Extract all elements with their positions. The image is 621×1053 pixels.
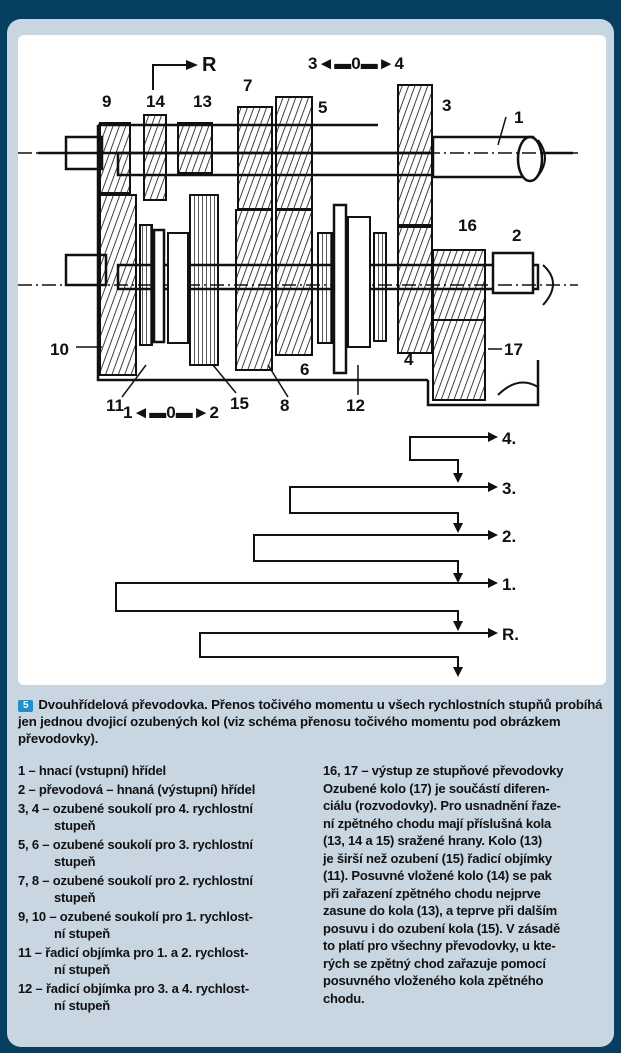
svg-text:R: R: [202, 54, 217, 76]
svg-text:R.: R.: [502, 625, 519, 644]
gear-13: [178, 123, 212, 173]
svg-text:5: 5: [318, 98, 328, 117]
svg-text:14: 14: [146, 92, 165, 111]
legend-item: 7, 8 – ozubené soukolí pro 2. rychlostní stupeň: [18, 873, 253, 905]
shift-34-label: 3◄▬0▬►4: [308, 54, 405, 73]
svg-text:12: 12: [346, 396, 365, 415]
legend-line: chodu.: [323, 990, 365, 1006]
svg-text:17: 17: [504, 340, 523, 359]
svg-text:4: 4: [404, 350, 414, 369]
legend-line: ní zpětného chodu mají příslušná kola: [323, 815, 552, 831]
legend-line: posuvného vloženého kola zpětného: [323, 973, 544, 988]
gear-16: [433, 250, 485, 320]
svg-text:16: 16: [458, 216, 477, 235]
gear-9: [100, 123, 130, 193]
legend-item: 12 – řadicí objímka pro 3. a 4. rychlost- ní stupeň: [18, 981, 249, 1013]
gear-7: [238, 107, 272, 209]
gear-5: [276, 97, 312, 209]
legend: [18, 762, 610, 1042]
svg-text:4.: 4.: [502, 429, 517, 448]
synchro-11: [140, 225, 188, 345]
shift-12-label: 1◄▬0▬►2: [123, 403, 220, 422]
legend-line: 16, 17 – výstup ze stupňové převodovky: [323, 763, 564, 778]
legend-line: posuvu i do ozubení kola (15). V zásadě: [323, 920, 561, 936]
power-flow-arrows: [453, 432, 498, 677]
svg-text:3: 3: [442, 96, 452, 115]
gear-14: [144, 115, 166, 200]
figure-number-badge: 5: [18, 700, 33, 712]
gearbox-figure: [18, 35, 606, 685]
svg-text:15: 15: [230, 394, 249, 413]
legend-item: 3, 4 – ozubené soukolí pro 4. rychlostní stupeň: [18, 801, 253, 833]
svg-text:1: 1: [514, 108, 524, 127]
legend-line: Ozubené kolo (17) je součástí diferen-: [323, 780, 550, 796]
legend-left-column: [18, 762, 308, 1016]
synchro-12: [318, 205, 386, 373]
legend-right-column: [323, 762, 613, 1007]
gear-10: [100, 195, 136, 375]
svg-text:3.: 3.: [502, 479, 517, 498]
svg-text:2: 2: [512, 226, 522, 245]
caption-text: Dvouhřídelová převodovka. Přenos točivého momentu u všech rychlostních stupňů probíhá jen jednou dvojicí ozubených kol (viz schéma přenosu točivého momentu pod obrázkem převodovky).: [18, 697, 603, 746]
gear-8: [236, 210, 272, 370]
gear-6: [276, 210, 312, 355]
legend-line: ciálu (rozvodovky). Pro usnadnění řaze-: [323, 798, 561, 813]
svg-text:8: 8: [280, 396, 290, 415]
gear-15: [190, 195, 218, 365]
svg-text:11: 11: [106, 396, 124, 415]
power-flow-labels: [502, 429, 519, 644]
legend-item: 1 – hnací (vstupní) hřídel: [18, 763, 166, 778]
legend-line: to platí pro všechny převodovky, u kte-: [323, 938, 556, 953]
legend-item: 5, 6 – ozubené soukolí pro 3. rychlostní stupeň: [18, 837, 253, 869]
power-flow-diagram: [116, 437, 488, 669]
svg-text:7: 7: [243, 76, 253, 95]
svg-text:1.: 1.: [502, 575, 517, 594]
svg-text:13: 13: [193, 92, 212, 111]
legend-line: (13, 14 a 15) sražené hrany. Kolo (13): [323, 833, 543, 848]
legend-item: 2 – převodová – hnaná (výstupní) hřídel: [18, 782, 256, 797]
legend-item: 11 – řadicí objímka pro 1. a 2. rychlost- ní stupeň: [18, 945, 249, 977]
reverse-indicator: [153, 54, 217, 90]
svg-text:9: 9: [102, 92, 112, 111]
legend-line: je širší než ozubení (15) řadicí objímky: [323, 850, 552, 866]
gear-3: [398, 85, 432, 225]
gearbox-diagram: [18, 35, 606, 685]
legend-line: (11). Posuvné vložené kolo (14) se pak: [323, 868, 552, 883]
legend-line: při zařazení zpětného chodu nejprve: [323, 885, 541, 901]
gear-4: [398, 227, 432, 353]
svg-text:2.: 2.: [502, 527, 517, 546]
svg-text:6: 6: [300, 360, 310, 379]
legend-line: zasune do kola (13), a teprve při dalším: [323, 903, 558, 918]
svg-text:10: 10: [50, 340, 69, 359]
figure-caption: [18, 696, 606, 747]
legend-line: rých se zpětný chod zařazuje pomocí: [323, 955, 546, 971]
gear-17: [433, 320, 485, 400]
legend-item: 9, 10 – ozubené soukolí pro 1. rychlost- ní stupeň: [18, 909, 253, 941]
